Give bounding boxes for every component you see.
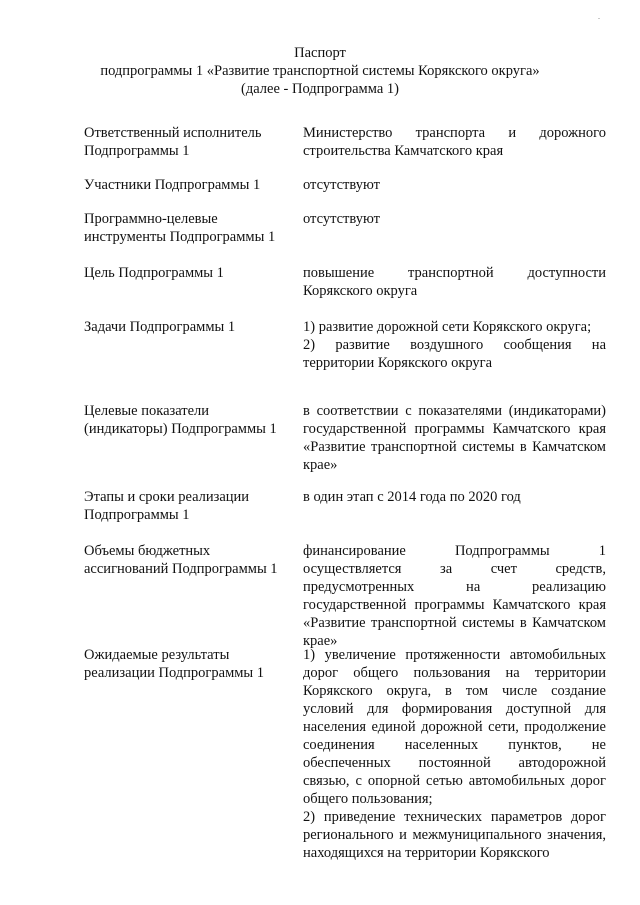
row-label: Программно-целевые инструменты Подпрограммы 1 <box>84 211 276 245</box>
value-paragraph: 2) развитие воздушного сообщения на территории Корякского округа <box>303 337 606 371</box>
value-paragraph: отсутствуют <box>303 211 380 227</box>
value-paragraph: 1) развитие дорожной сети Корякского округа; <box>303 319 592 335</box>
row-label: Ожидаемые результаты реализации Подпрограммы 1 <box>84 647 265 681</box>
value-paragraph: повышение транспортной доступности Корякского округа <box>303 265 606 299</box>
header-subtitle: подпрограммы 1 «Развитие транспортной системы Корякского округа» <box>100 63 540 79</box>
row-value <box>303 264 606 300</box>
header-title: Паспорт <box>294 45 346 61</box>
row-label: Цель Подпрограммы 1 <box>84 265 224 281</box>
row-value <box>303 646 606 862</box>
value-paragraph: 2) приведение технических параметров дорог регионального и межмуниципального значения, находящихся на территории Корякского <box>303 809 606 861</box>
row-label: Этапы и сроки реализации Подпрограммы 1 <box>84 489 250 523</box>
row-label: Ответственный исполнитель Подпрограммы 1 <box>84 125 262 159</box>
value-paragraph: в один этап с 2014 года по 2020 год <box>303 489 521 505</box>
header-note: (далее - Подпрограмма 1) <box>241 81 399 97</box>
value-paragraph: 1) увеличение протяженности автомобильных дорог общего пользования на территории Корякского округа, в том числе создание условий для формирования доступной для населения единой дорожной сети, продолжение соединения населенных пунктов, не обеспеченных постоянной автодорожной связью, с опорной сетью автомобильных дорог общего пользования; <box>303 647 606 807</box>
value-paragraph: финансирование Подпрограммы 1 осуществляется за счет средств, предусмотренных на реализацию государственной программы Камчатского края «Развитие транспортной системы в Камчатском крае» <box>303 543 606 649</box>
row-value <box>303 488 606 506</box>
row-label: Объемы бюджетных ассигнований Подпрограммы 1 <box>84 543 278 577</box>
row-label: Целевые показатели (индикаторы) Подпрограммы 1 <box>84 403 277 437</box>
document-header <box>0 44 640 98</box>
row-value <box>303 210 606 228</box>
row-value <box>303 318 606 372</box>
row-label: Задачи Подпрограммы 1 <box>84 319 236 335</box>
row-label: Участники Подпрограммы 1 <box>84 177 261 193</box>
value-paragraph: отсутствуют <box>303 177 380 193</box>
row-value <box>303 542 606 650</box>
page-mark: . <box>598 12 600 21</box>
row-value <box>303 176 606 194</box>
value-paragraph: Министерство транспорта и дорожного строительства Камчатского края <box>303 125 606 159</box>
row-value <box>303 124 606 160</box>
row-value <box>303 402 606 474</box>
value-paragraph: в соответствии с показателями (индикаторами) государственной программы Камчатского края «Развитие транспортной системы в Камчатском крае» <box>303 403 606 473</box>
